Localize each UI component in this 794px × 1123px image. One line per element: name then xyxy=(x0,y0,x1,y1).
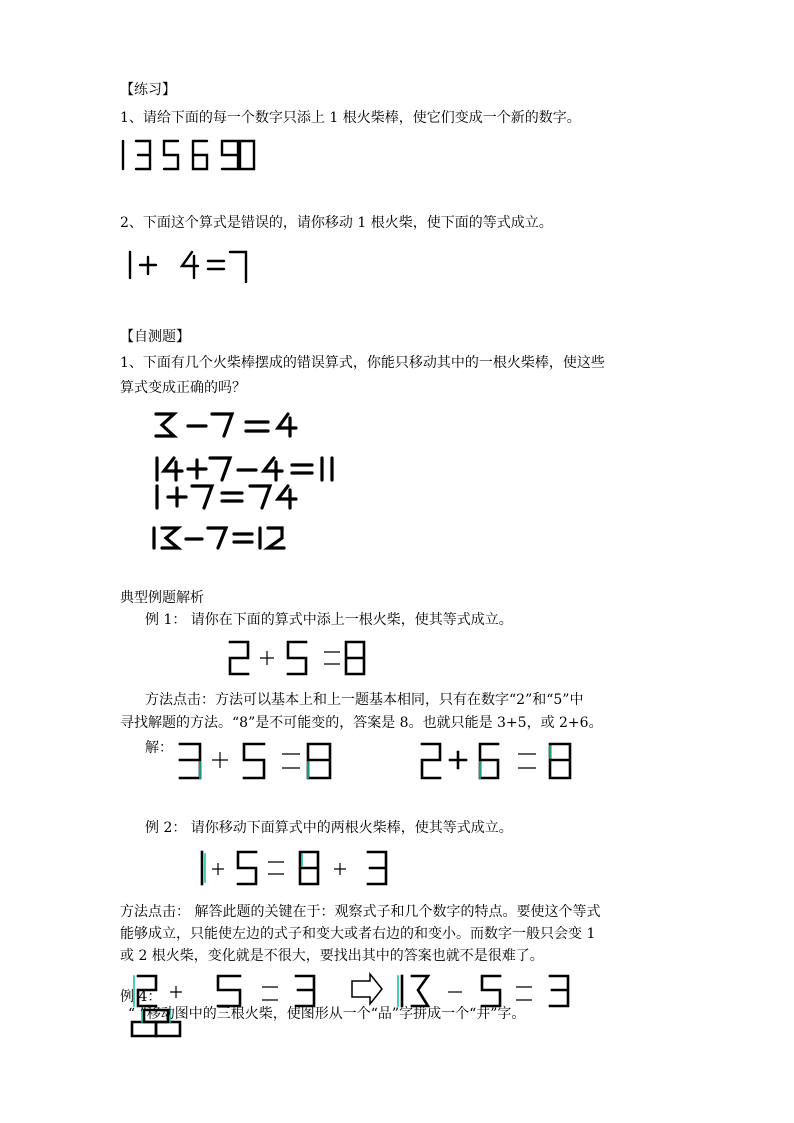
self-test-heading: 【自测题】 xyxy=(120,329,190,345)
example-1-solution-label: 解： xyxy=(145,740,173,756)
example-4-text: “ ”移动图中的三根火柴，使图形从一个“品”字拼成一个“井”字。 xyxy=(128,1006,526,1022)
example-1-method-line-1: 方法点击：方法可以基本上和上一题基本相同，只有在数字“2”和“5”中 xyxy=(145,692,584,708)
matchstick-solution-2-plus-6-equals-8 xyxy=(420,740,580,784)
digit-9 xyxy=(222,141,238,169)
example-4-label: 例 4： xyxy=(120,989,162,1005)
matchstick-equation-1-plus-5-equals-8-plus-3 xyxy=(196,848,396,890)
example-1-prompt: 例 1： 请你在下面的算式中添上一根火柴，使其等式成立。 xyxy=(145,612,513,628)
transform-arrow-icon xyxy=(352,974,382,1004)
equation-before xyxy=(134,976,314,1006)
examples-heading: 典型例题解析 xyxy=(120,590,204,606)
digit-6 xyxy=(193,141,207,169)
digit-0 xyxy=(240,141,254,169)
practice-question-1: 1、请给下面的每一个数字只添上 1 根火柴棒，使它们变成一个新的数字。 xyxy=(120,110,581,126)
self-test-question-line-1: 1、下面有几个火柴棒摆成的错误算式，你能只移动其中的一根火柴棒，使这些 xyxy=(120,355,605,371)
equation-13-minus-7-equals-12 xyxy=(154,528,284,548)
example-2-method-line-2: 能够成立，只能使左边的式子和变大或者右边的和变小。而数字一般只会变 1 xyxy=(120,926,596,942)
practice-question-2: 2、下面这个算式是错误的，请你移动 1 根火柴，使下面的等式成立。 xyxy=(120,215,553,231)
example-2-method-line-1: 方法点击： 解答此题的关键在于：观察式子和几个数字的特点。要使这个等式 xyxy=(120,904,601,920)
practice-heading: 【练习】 xyxy=(120,82,176,98)
equation-1-plus-7-equals-74 xyxy=(157,486,296,508)
matchstick-digits-135690 xyxy=(118,138,258,172)
example-2-prompt: 例 2： 请你移动下面算式中的两根火柴棒，使其等式成立。 xyxy=(145,820,513,836)
self-test-question-line-2: 算式变成正确的吗？ xyxy=(120,380,246,396)
digit-3 xyxy=(136,141,150,169)
matchstick-equation-2-plus-5-equals-8 xyxy=(228,638,368,680)
equation-3-minus-7-equals-4 xyxy=(156,414,296,436)
matchstick-solution-3-plus-5-equals-8 xyxy=(178,740,338,784)
example-1-method-line-2: 寻找解题的方法。“8”是不可能变的，答案是 8。也就只能是 3+5，或 2+6。 xyxy=(120,715,603,731)
example-2-method-line-3: 或 2 根火柴，变化就是不很大，要找出其中的答案也就不是很难了。 xyxy=(120,948,544,964)
matchstick-equation-1-plus-4-equals-7 xyxy=(122,248,262,288)
matchstick-self-test-equations xyxy=(150,410,360,560)
digit-5 xyxy=(164,141,178,169)
equation-14-plus-7-minus-4-equals-11 xyxy=(157,458,332,480)
equation-after xyxy=(398,976,568,1006)
